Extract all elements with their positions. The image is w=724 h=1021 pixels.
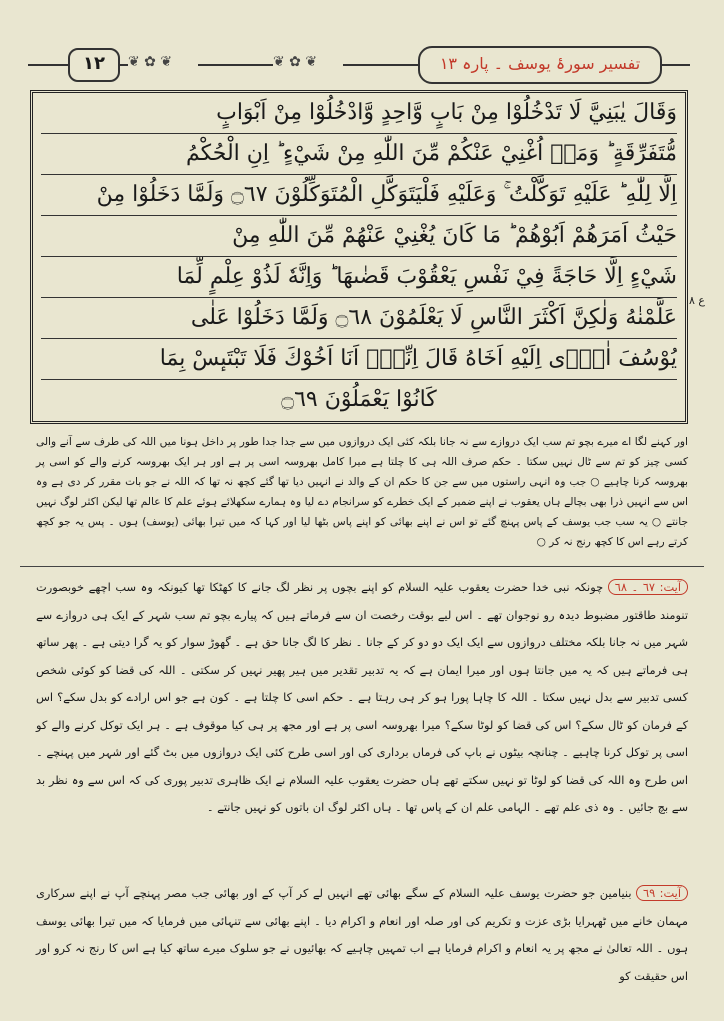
verse-line: كَانُوْا يَعْمَلُوْنَ ۝٦٩: [281, 387, 437, 412]
verse-line: وَقَالَ يٰبَنِيَّ لَا تَدْخُلُوْا مِنْ بَابٍ وَّاحِدٍ وَّادْخُلُوْا مِنْ اَبْوَابٍ: [41, 93, 677, 134]
page-header: [28, 38, 690, 90]
decorative-ornament-icon: ❦ ✿ ❦: [273, 54, 343, 76]
verse-line: اِلَّا لِلّٰهِ ؕ عَلَيْهِ تَوَكَّلْتُ ۚ وَعَلَيْهِ فَلْيَتَوَكَّلِ الْمُتَوَكِّلُوْنَ ۝٦٧ وَلَمَّا دَخَلُوْا مِنْ: [41, 175, 677, 216]
verse-line: شَيْءٍ اِلَّا حَاجَةً فِيْ نَفْسِ يَعْقُوْبَ قَضٰىهَا ؕ وَاِنَّهٗ لَذُوْ عِلْمٍ لِّمَا: [41, 257, 677, 298]
decorative-ornament-icon: ❦ ✿ ❦: [128, 54, 198, 76]
verse-translation: اور کہنے لگا اے میرے بچو تم سب ایک دروازے سے نہ جانا بلکہ کئی ایک دروازوں میں سے جدا جدا طور پر داخل ہونا میں اللہ کی طرف سے آنے والی کسی چیز کو تم سے ٹال نہیں سکتا ۔ حکم صرف اللہ ہی کا چلتا ہے میرا کامل بھروسہ اسی پر ہے اور ہر ایک بھروسہ کرنے والے کو اسی پر بھروسہ کرنا چاہیے ○ جب وہ انہی راستوں میں سے جن کا حکم ان کے والد نے انہیں دیا تھا گئے کچھ نہ تھا کہ اللہ نے جو بات مقرر کر دی ہے وہ اس سے انہیں ذرا بھی بچالے ہاں یعقوب نے اپنے ضمیر کے ایک خطرے کو سرانجام دے لیا وہ ہمارے سکھلائے ہوئے علم کا عالم تھا لیکن اکثر لوگ نہیں جانتے ○ یہ سب جب یوسف کے پاس پہنچ گئے تو اس نے اپنے بھائی کو اپنے پاس بٹھا لیا اور کہا کہ میں تیرا بھائی (یوسف) ہوں ۔ پس یہ جو کچھ کرتے رہے اس کا کچھ رنج نہ کر ○: [36, 436, 688, 548]
verse-line: عَلَّمْنٰهُ وَلٰكِنَّ اَكْثَرَ النَّاسِ لَا يَعْلَمُوْنَ ۝٦٨ وَلَمَّا دَخَلُوْا عَلٰى: [41, 298, 677, 339]
commentary-text: بنیامین جو حضرت یوسف علیہ السلام کے سگے بھائی تھے انہیں لے کر آپ کے اور بھائی جب مصر پہنچے آپ نے اپنے سرکاری مہمان خانے میں ٹھہرایا بڑی عزت و تکریم کی اور صلہ اور انعام و اکرام دیا ۔ اپنے بھائی سے تنہائی میں فرمایا کہ میں تیرا بھائی یوسف ہوں ۔ اللہ تعالیٰ نے مجھ پر یہ انعام و اکرام فرمایا ہے اب تمہیں چاہیے کہ بھائیوں نے جو سلوک میرے ساتھ کیا ہے اس کا رنج نہ کرو اور اس حقیقت کو: [36, 886, 688, 983]
section-divider: [20, 566, 704, 567]
commentary-text: چونکہ نبی خدا حضرت یعقوب علیہ السلام کو اپنے بچوں پر نظر لگ جانے کا کھٹکا تھا کیونکہ وہ سب اچھے خوبصورت تنومند طاقتور مضبوط دیدہ رو نوجوان تھے ۔ اس لیے بوقت رخصت ان سے فرماتے ہیں کہ پیارے بچو تم سب شہر کے ایک ہی دروازے سے شہر میں نہ جانا بلکہ مختلف دروازوں سے ایک ایک دو دو کر کے جانا ۔ نظر کا لگ جانا حق ہے ۔ گھوڑ سوار کو یہ گرا دیتی ہے ۔ پھر ساتھ ہی فرماتے ہیں کہ یہ میں جانتا ہوں اور میرا ایمان ہے کہ یہ تدبیر تقدیر میں ہیر پھیر نہیں کر سکتی ۔ اللہ کی قضا کو کوئی شخص کسی تدبیر سے بدل نہیں سکتا ۔ اللہ کا چاہا پورا ہو کر ہی رہتا ہے ۔ حکم اسی کا چلتا ہے ۔ کون ہے جو اس ارادے کو بدل سکے؟ اس کے فرمان کو ٹال سکے؟ اس کی قضا کو لوٹا سکے؟ میرا بھروسہ اسی پر ہے اور مجھ پر ہی کیا موقوف ہے ۔ ہر ایک توکل کرنے والے کو اسی پر توکل کرنا چاہیے ۔ چنانچہ بیٹوں نے باپ کی فرماں برداری کی اور اسی طرح کئی ایک دروازوں میں بٹ گئے اور شہر میں پہنچے ۔ اس طرح وہ اللہ کی قضا کو لوٹا تو نہیں سکتے تھے ہاں حضرت یعقوب علیہ السلام نے ایک ظاہری تدبیر پوری کی کہ اس سے وہ نظر بد سے بچ جائیں ۔ وہ ذی علم تھے ۔ الہامی علم ان کے پاس تھا ۔ ہاں اکثر لوگ ان باتوں کو نہیں جانتے ۔: [36, 580, 688, 814]
commentary-paragraph: [36, 574, 688, 822]
verse-reference: آیت: ٦٩: [636, 885, 688, 901]
verse-line: يُوْسُفَ اٰوٰۤى اِلَيْهِ اَخَاهُ قَالَ اِنِّيْۤ اَنَا اَخُوْكَ فَلَا تَبْتَىٕسْ بِمَا: [41, 339, 677, 380]
ruku-marker: ع ٨: [689, 294, 705, 307]
page-title: تفسیر سورۂ یوسف ۔ پارہ ١٣: [418, 46, 662, 84]
quran-verse-block: [30, 90, 688, 424]
commentary-paragraph: [36, 880, 688, 990]
page-number: ١٢: [68, 48, 120, 82]
verse-line: مُّتَفَرِّقَةٍ ؕ وَمَاۤ اُغْنِيْ عَنْكُمْ مِّنَ اللّٰهِ مِنْ شَيْءٍ ؕ اِنِ الْحُكْمُ: [41, 134, 677, 175]
verse-line: حَيْثُ اَمَرَهُمْ اَبُوْهُمْ ؕ مَا كَانَ يُغْنِيْ عَنْهُمْ مِّنَ اللّٰهِ مِنْ: [41, 216, 677, 257]
verse-reference: آیت: ٦٧ ۔ ٦٨: [608, 579, 688, 595]
